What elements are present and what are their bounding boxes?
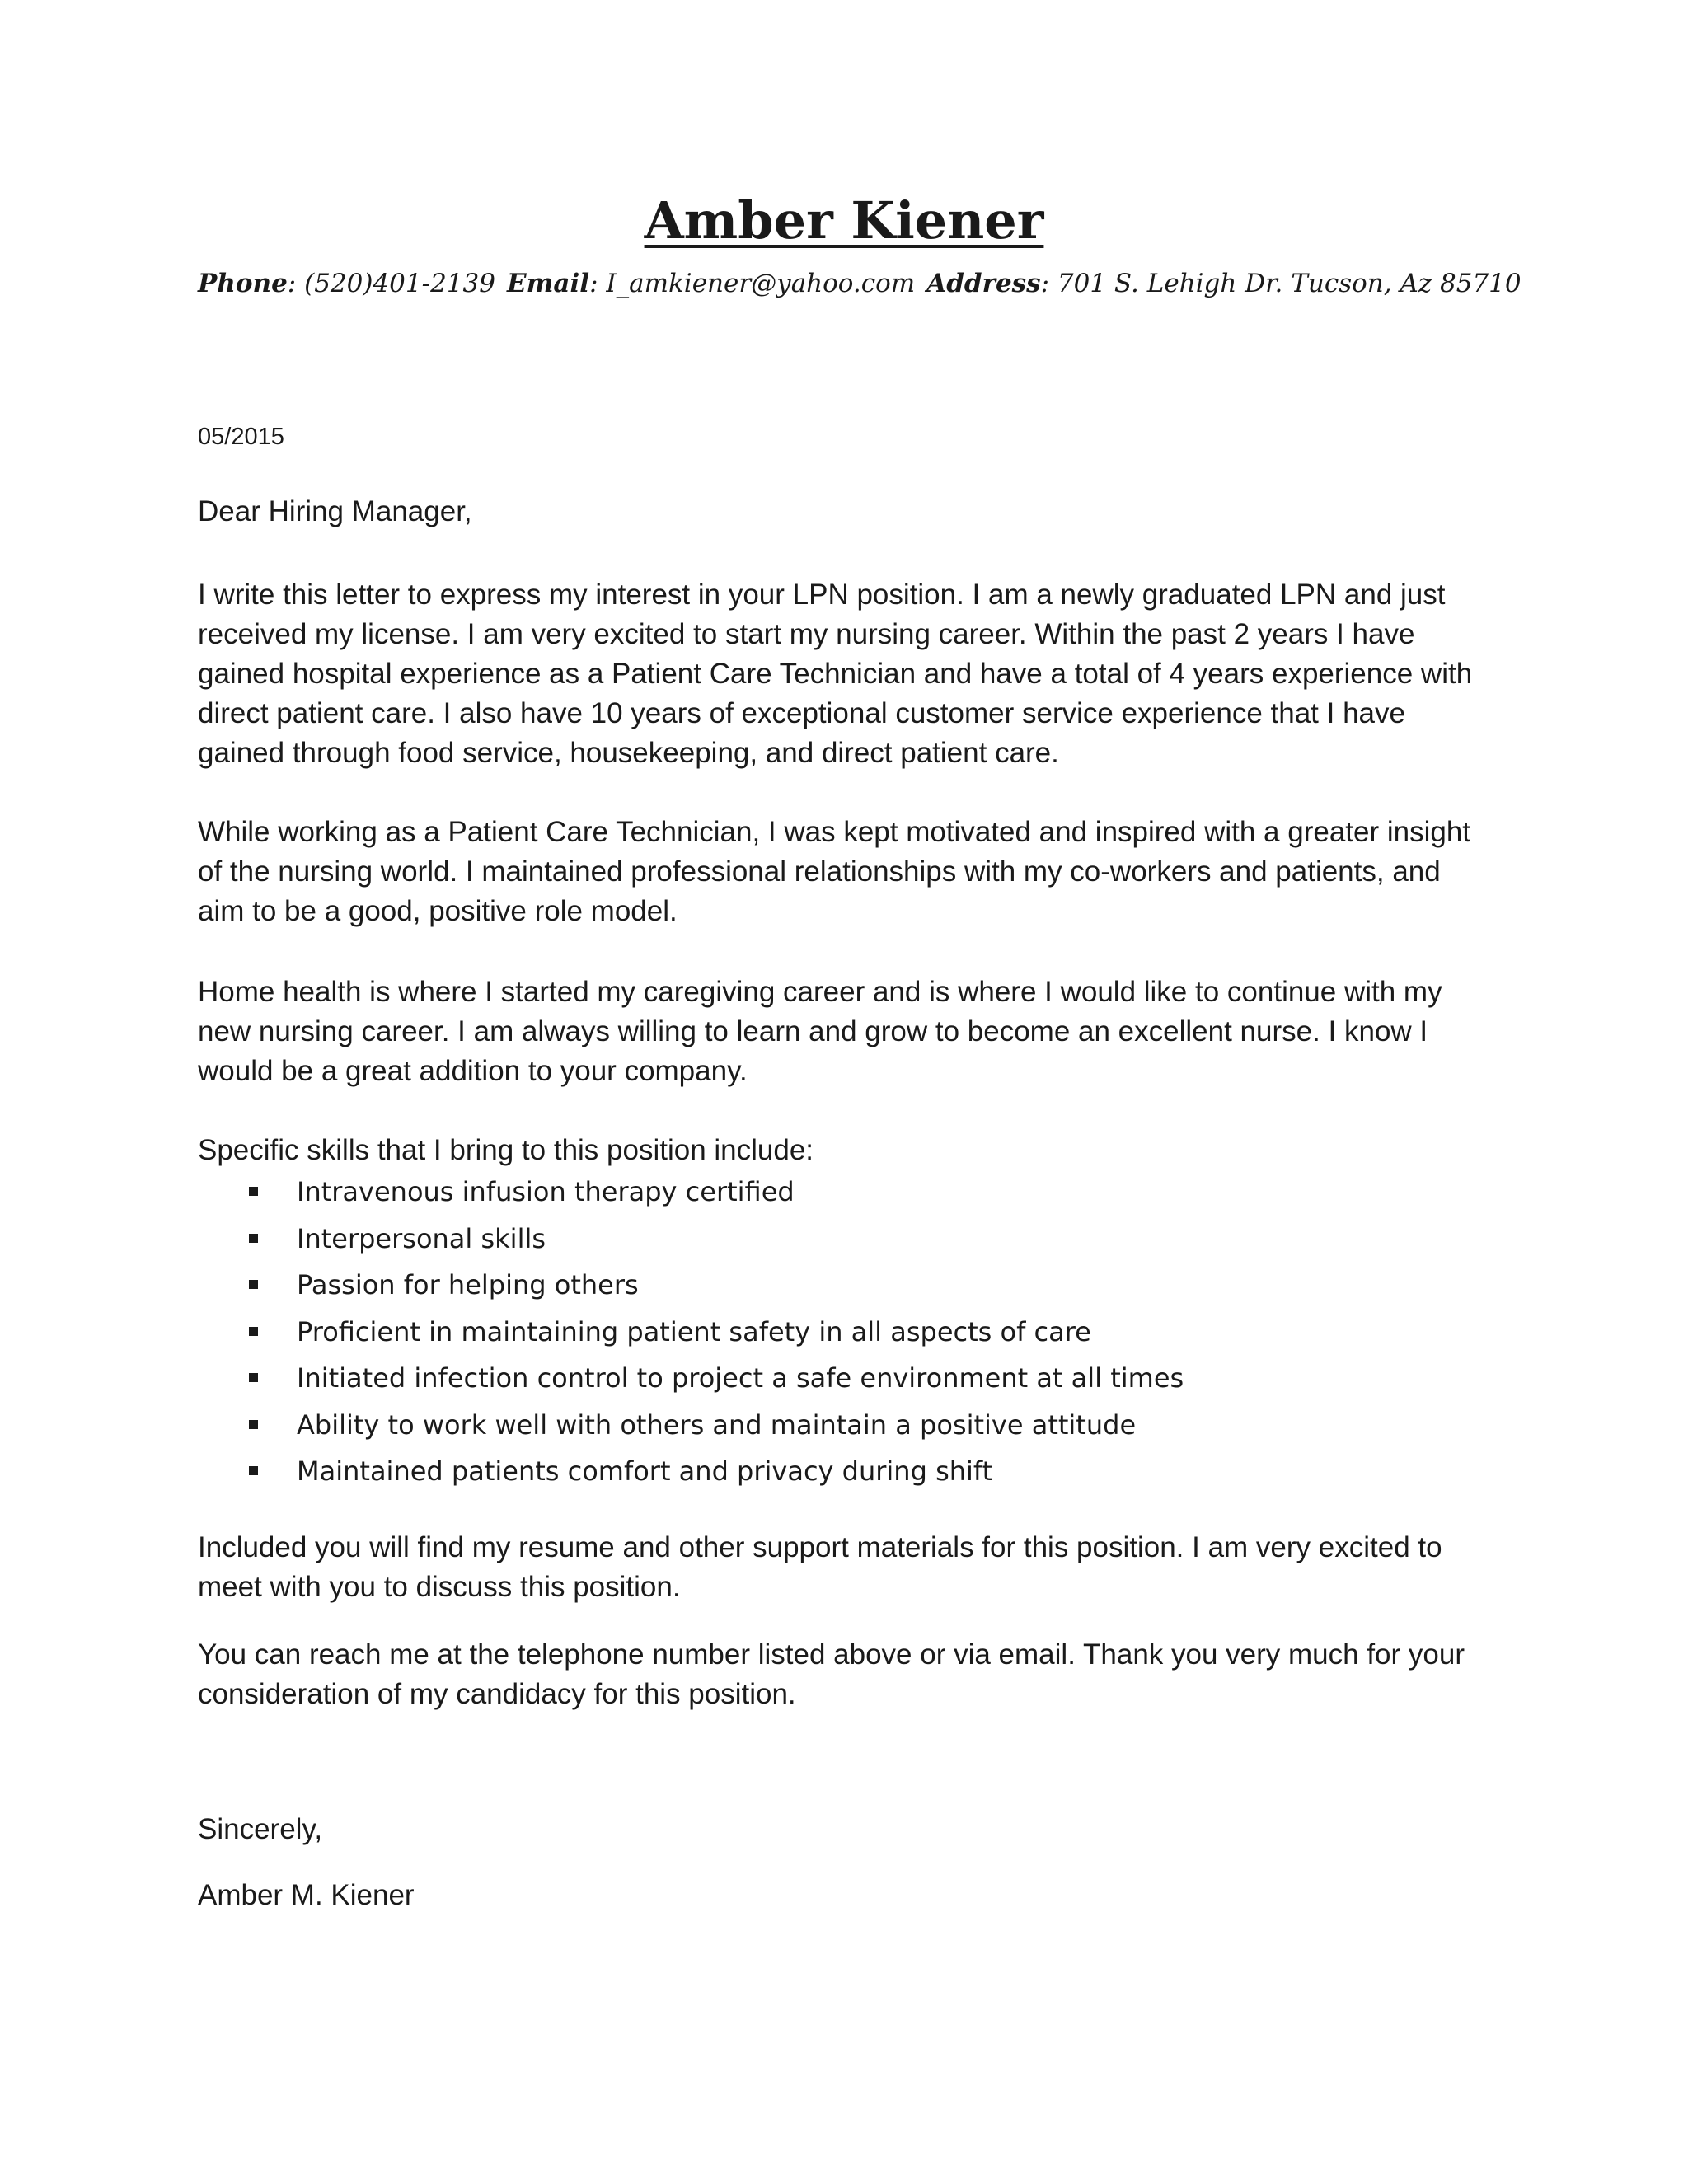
skill-text: Intravenous infusion therapy certified bbox=[297, 1176, 795, 1207]
square-bullet-icon bbox=[249, 1280, 258, 1289]
body-paragraph: I write this letter to express my interest in your LPN position. I am a newly graduated LPN and just received my license. I am very excited to start my nursing career. Within the past 2 years I have gained hospital experience as a Patient Care Technician and have a total of 4 years experience with direct patient care. I also have 10 years of exceptional customer service experience that I have gained through food service, housekeeping, and direct patient care. bbox=[198, 579, 1473, 769]
phone-label: Phone bbox=[198, 269, 288, 298]
letterhead-name bbox=[0, 188, 1688, 254]
square-bullet-icon bbox=[249, 1466, 258, 1475]
skill-text: Ability to work well with others and maintain a positive attitude bbox=[297, 1408, 1137, 1441]
closing-paragraph: Included you will find my resume and other support materials for this position. I am very excited to meet with you to discuss this position. bbox=[198, 1531, 1442, 1603]
square-bullet-icon bbox=[249, 1420, 258, 1429]
skill-item bbox=[239, 1451, 1184, 1498]
skills-list bbox=[239, 1172, 1184, 1498]
body-paragraph: Home health is where I started my caregiving career and is where I would like to continue with my new nursing career. I am always willing to learn and grow to become an excellent nurse. I know I would be a great addition to your company. bbox=[198, 976, 1442, 1087]
contact-line bbox=[198, 265, 1522, 302]
applicant-name: Amber Kiener bbox=[644, 190, 1044, 251]
letter-date: 05/2015 bbox=[198, 424, 284, 450]
email-label: Email bbox=[507, 269, 590, 298]
square-bullet-icon bbox=[249, 1187, 258, 1196]
square-bullet-icon bbox=[249, 1373, 258, 1382]
salutation: Dear Hiring Manager, bbox=[198, 495, 472, 527]
skill-text: Proficient in maintaining patient safety in all aspects of care bbox=[297, 1315, 1091, 1347]
square-bullet-icon bbox=[249, 1327, 258, 1336]
skill-item bbox=[239, 1172, 1184, 1219]
skill-text: Initiated infection control to project a safe environment at all times bbox=[297, 1362, 1184, 1394]
skill-item bbox=[239, 1405, 1184, 1452]
complimentary-close: Sincerely, bbox=[198, 1813, 323, 1845]
phone-value: : (520)401-2139 bbox=[287, 269, 495, 298]
address-label: Address bbox=[926, 269, 1041, 298]
body-paragraph: While working as a Patient Care Technician, I was kept motivated and inspired with a greater insight of the nursing world. I maintained professional relationships with my co-workers and patients, and aim to be a good, positive role model. bbox=[198, 816, 1471, 927]
email-value: : I_amkiener@yahoo.com bbox=[589, 269, 916, 298]
skill-item bbox=[239, 1358, 1184, 1405]
skill-item bbox=[239, 1219, 1184, 1266]
signature-name: Amber M. Kiener bbox=[198, 1879, 415, 1911]
skill-item bbox=[239, 1312, 1184, 1359]
skill-text: Passion for helping others bbox=[297, 1269, 639, 1301]
closing-paragraph: You can reach me at the telephone number listed above or via email. Thank you very much for your consideration of my candidacy for this position. bbox=[198, 1638, 1465, 1710]
address-value: : 701 S. Lehigh Dr. Tucson, Az 85710 bbox=[1040, 269, 1522, 298]
square-bullet-icon bbox=[249, 1234, 258, 1243]
skill-text: Maintained patients comfort and privacy during shift bbox=[297, 1455, 993, 1487]
skill-item bbox=[239, 1265, 1184, 1312]
skills-intro: Specific skills that I bring to this position include: bbox=[198, 1134, 814, 1166]
skill-text: Interpersonal skills bbox=[297, 1222, 546, 1254]
